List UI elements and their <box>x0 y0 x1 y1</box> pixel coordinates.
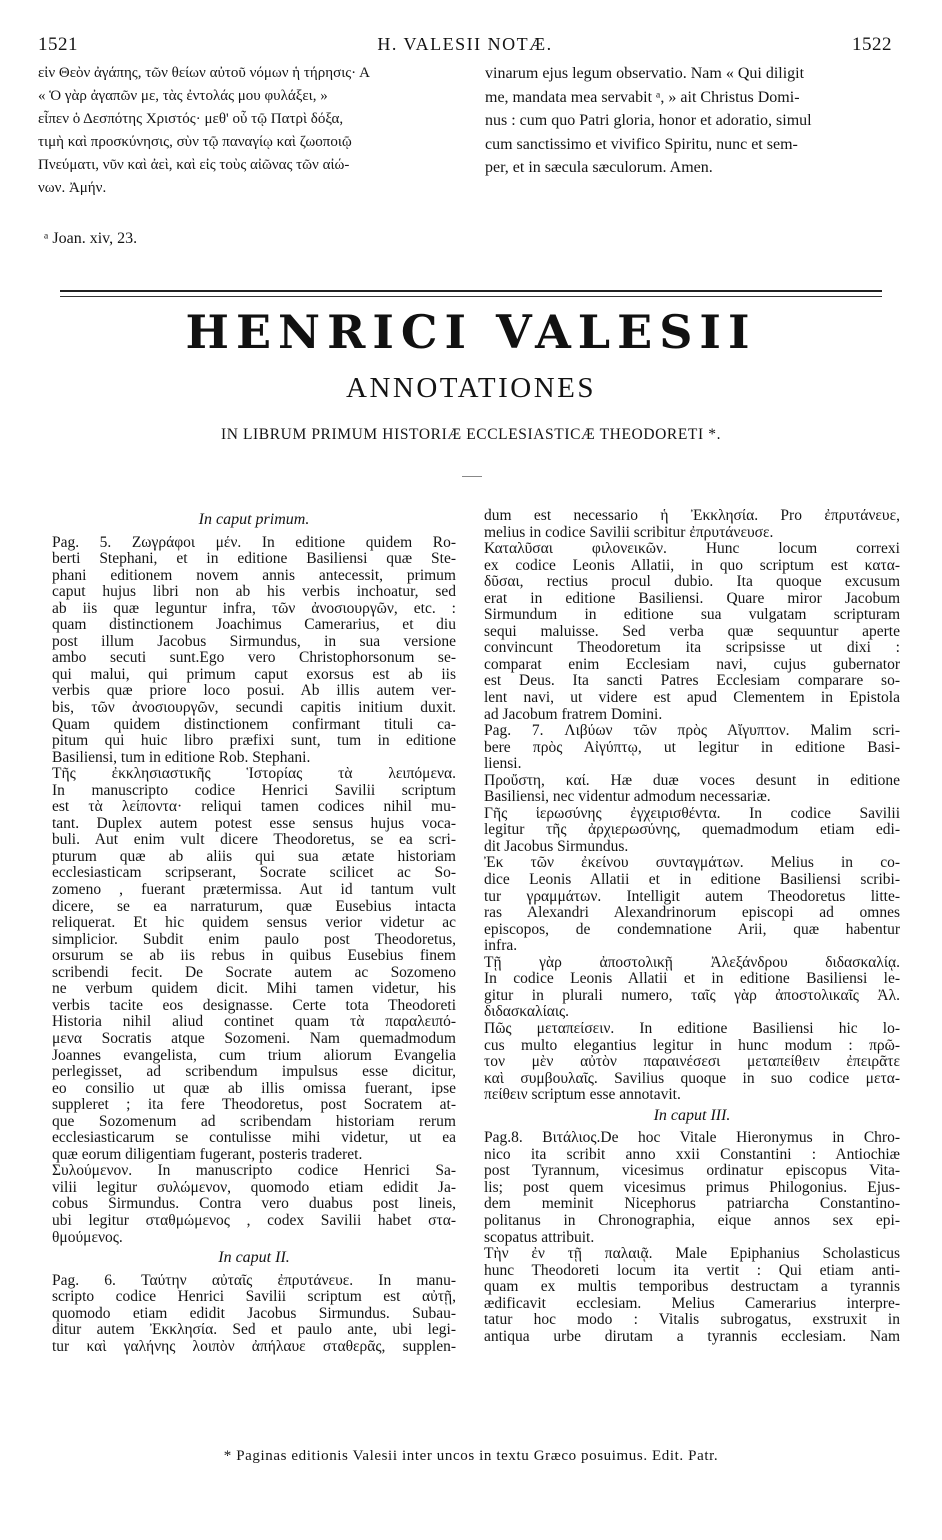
text-line: orsurum se ab iis rebus in quibus Eusebius finem <box>52 948 456 965</box>
text-line: convincunt Theodoretum ita scripsisse ut dixi : <box>484 640 900 657</box>
text-line: scribendi fecit. De Socrate autem ac Sozomeno <box>52 964 456 981</box>
text-line: Pag. 6. Ταύτην αὐταῖς ἐπρυτάνευε. In manu- <box>52 1272 456 1289</box>
text-line: comparat enim Ecclesiam navi, cujus gubernator <box>484 656 900 673</box>
text-line: Γῆς ἱερωσύνης ἐγχειρισθέντα. In codice Savilii <box>484 805 900 822</box>
editorial-footnote: * Paginas editionis Valesii inter uncos in textu Græco posuimus. Edit. Patr. <box>223 1448 719 1464</box>
text-line: quam ex multis temporibus destructam a tyrannis <box>484 1279 900 1296</box>
text-line: dit Jacobus Sirmundus. <box>484 838 629 855</box>
text-line: θμούμενος. <box>52 1229 123 1246</box>
right-column <box>484 508 900 1345</box>
text-line: tant. Duplex autem potest esse sensus hujus voca- <box>52 815 456 832</box>
main-title: HENRICI VALESII <box>185 305 757 359</box>
text-line: quam distinctionem Joachimus Camerarius, et diu <box>52 617 456 634</box>
greek-line: Πνεύματι, νῦν καὶ ἀεὶ, καὶ εἰς τοὺς αἰῶνας τῶν αἰώ- <box>38 157 350 173</box>
greek-text-column <box>38 62 463 222</box>
text-line: Προὔστη, καί. Hæ duæ voces desunt in editione <box>484 772 900 789</box>
text-line: dem meminit Nicephorus patriarcha Constantino- <box>484 1196 900 1213</box>
text-line: qui malui, qui primum caput exorsus est ab iis <box>52 666 456 683</box>
text-line: ne verbum quidem dicit. Mihi tamen videtur, his <box>52 981 456 998</box>
greek-line: νων. Ἀμήν. <box>38 180 107 196</box>
ornament-dash <box>462 476 482 477</box>
text-line: ab iis quæ leguntur infra, τῶν ἀνοσιουργῶν, etc. : <box>52 600 456 617</box>
text-line: est Deus. Ita sancti Patres Ecclesiam comparare so- <box>484 673 900 690</box>
sub-subtitle: IN LIBRUM PRIMUM HISTORIÆ ECCLESIASTICÆ THEODORETI *. <box>220 426 722 443</box>
text-line: Συλούμενον. In manuscripto codice Henrici Sa- <box>52 1163 456 1180</box>
running-title: H. VALESII NOTÆ. <box>377 34 553 54</box>
page-number-right: 1522 <box>852 34 892 55</box>
text-line: Ἐκ τῶν ἐκείνου συνταγμάτων. Melius in co- <box>484 855 900 872</box>
text-line: Καταλῦσαι φιλονεικῶν. Hunc locum correxi <box>484 541 900 558</box>
section-rule-thin <box>60 296 882 297</box>
text-line: bere πρὸς Αἰγύπτῳ, ut legitur in editione Basi- <box>484 739 900 756</box>
text-line: Τῆς ἐκκλησιαστικῆς Ἱστορίας τὰ λειπόμενα. <box>52 766 456 783</box>
text-line: Basiliensi, nec videntur admodum necessariæ. <box>484 789 771 806</box>
text-line: ad Jacobum fratrem Domini. <box>484 706 663 723</box>
text-line: erat in editione Basiliensi. Quare miror Jacobum <box>484 590 900 607</box>
text-line: Τῇ γὰρ ἀποστολικῇ Ἀλεξάνδρου διδασκαλίᾳ. <box>484 954 900 971</box>
text-line: caput hujus libri non ab his verbis inchoatur, sed <box>52 584 456 601</box>
text-line: μενα Socratis atque Sozomeni. Nam quemadmodum <box>52 1030 456 1047</box>
text-line: ex codice Leonis Allatii, in quo scriptum est κατα- <box>484 557 900 574</box>
text-line: lis; post quem vicesimus primus Philogonius. Ejus- <box>484 1179 900 1196</box>
text-line: politanus in Chronographia, eique annos sex epi- <box>484 1212 900 1229</box>
text-line: In codice Leonis Allatii et in editione Basiliensi le- <box>484 971 900 988</box>
page-number-left: 1521 <box>38 34 78 55</box>
text-line: Quam quidem distinctionem confirmant tituli ca- <box>52 716 456 733</box>
text-line: Historia nihil aliud continet quam τὰ παραλειπό- <box>52 1014 456 1031</box>
text-line: quomodo etiam edidit Jacobus Sirmundus. Subau- <box>52 1305 456 1322</box>
continued-text-block <box>38 62 892 222</box>
latin-text-column <box>485 62 892 222</box>
text-line: berti Stephani, et in editione Basiliensi quæ Ste- <box>52 551 456 568</box>
chapter-heading: In caput III. <box>653 1106 731 1124</box>
text-line: est τὰ λείποντα· reliqui tamen codices nihil mu- <box>52 799 456 816</box>
text-line: tatur hoc modo : Vitalis subrogatus, exstruxit in <box>484 1312 900 1329</box>
text-line: tur καὶ γαλήνης λοιπὸν ἀπήλαυε σταθερᾶς, supplen- <box>52 1338 456 1355</box>
text-line: πείθειν scriptum esse annotavit. <box>484 1087 681 1104</box>
text-line: hunc Theodoreti locum ita vertit : Qui etiam anti- <box>484 1262 900 1279</box>
greek-line: τιμὴ καὶ προσκύνησις, σὺν τῷ παναγίῳ καὶ ζωοποιῷ <box>38 134 352 150</box>
text-line: τον μὲν αὐτὸν παραινέσεσι μεταπείθειν ἐπειρᾶτε <box>484 1054 900 1071</box>
text-line: Pag. 7. Λιβύων τῶν πρὸς Αἴγυπτον. Malim scri- <box>484 723 900 740</box>
latin-line: me, mandata mea servabit ᵃ, » ait Christus Domi- <box>485 88 800 106</box>
text-line: δῦσαι, rectius procul dubio. Ita quoque excusum <box>484 574 900 591</box>
text-line: Basiliensi, tum in editione Rob. Stephani. <box>52 749 311 766</box>
text-line: verbis tacite eos designasse. Certe tota Theodoreti <box>52 997 456 1014</box>
text-line: bis, τῶν ἀνοσιουργῶν, secundi capitis initium duxit. <box>52 700 456 717</box>
greek-line: εἶπεν ὁ Δεσπότης Χριστός· μεθ' οὗ τῷ Πατρὶ δόξα, <box>38 111 344 127</box>
text-line: suppleret ; ita fere Theodoretus, post Socratem at- <box>52 1097 456 1114</box>
text-line: perlegisset, ad scribendum impulsus esse dicitur, <box>52 1064 456 1081</box>
text-line: In manuscripto codice Henrici Savilii scriptum <box>52 782 456 799</box>
greek-line: εἰν Θεὸν ἀγάπης, τῶν θείων αὐτοῦ νόμων ἡ τήρησις· Α <box>38 65 370 81</box>
latin-line: vinarum ejus legum observatio. Nam « Qui diligit <box>485 65 805 82</box>
text-line: zomeno , fuerant prætermissa. Aut id tantum vult <box>52 882 456 899</box>
text-line: ditur autem Ἐκκλησία. Sed et paulo ante, ubi legi- <box>52 1322 456 1339</box>
text-line: ambo secuti sunt.Ego vero Christophorsonum se- <box>52 650 456 667</box>
latin-line: nus : cum quo Patri gloria, honor et adoratio, simul <box>485 112 812 129</box>
text-line: buli. Aut enim vult dicere Theodoretus, se ea scri- <box>52 832 456 849</box>
text-line: phani editionem novem annis antecessit, primum <box>52 567 456 584</box>
text-line: Sirmundum in editione sua vulgatam scripturam <box>484 607 900 624</box>
section-rule-thick <box>60 290 882 292</box>
text-line: infra. <box>484 938 518 955</box>
text-line: dicere, se ea narraturum, quæ Eusebius intacta <box>52 898 456 915</box>
text-line: Πῶς μεταπείσειν. In editione Basiliensi hic lo- <box>484 1020 900 1037</box>
text-line: gitur in plurali numero, ταῖς γὰρ ἀποστολικαῖς Ἀλ. <box>484 987 900 1004</box>
text-line: ecclesiasticam scripserant, Socrate scilicet ac So- <box>52 865 456 882</box>
text-line: ras Alexandri Alexandrinorum episcopi ad omnes <box>484 905 900 922</box>
text-line: reliquerat. Et hic quidem sensus verior videtur ac <box>52 915 456 932</box>
text-line: διδασκαλίαις. <box>484 1004 570 1021</box>
text-line: vilii legitur συλώμενον, quomodo etiam edidit Ja- <box>52 1179 456 1196</box>
text-line: nico ita scribit anno xxii Constantini : Antiochiæ <box>484 1146 900 1163</box>
text-line: tur γραμμάτων. Intelligit autem Theodoretus litte- <box>484 888 900 905</box>
text-line: pturum quæ ab aliis qui sua ætate historiam <box>52 848 456 865</box>
text-line: dum est necessario ἡ Ἐκκλησία. Pro ἐπρυτάνευε, <box>484 508 900 524</box>
chapter-heading: In caput II. <box>218 1249 290 1267</box>
subtitle: ANNOTATIONES <box>346 372 596 404</box>
text-line: post illum Jacobus Sirmundus, in sua versione <box>52 633 456 650</box>
greek-line: « Ὁ γὰρ ἀγαπῶν με, τὰς ἐντολάς μου φυλάξει, » <box>38 88 328 104</box>
text-line: simplicior. Subdit enim paulo post Theodoretus, <box>52 931 456 948</box>
text-line: episcopos, de condemnatione Arii, quæ habentur <box>484 921 900 938</box>
text-line: liensi. <box>484 756 522 773</box>
text-line: Pag.8. Βιτάλιος.De hoc Vitale Hieronymus in Chro- <box>484 1130 900 1147</box>
text-line: ecclesiasticarum se contulisse mihi videtur, ut ea <box>52 1130 456 1147</box>
text-line: post Tyrannum, vicesimus ordinatur episcopus Vita- <box>484 1163 900 1180</box>
text-line: melius in codice Savilii scribitur ἐπρυτάνευσε. <box>484 524 774 541</box>
text-line: que Sozomenum ad scribendam historiam rerum <box>52 1113 456 1130</box>
text-line: eo consilio ut quæ ab illis omissa fuerant, ipse <box>52 1080 456 1097</box>
text-line: Τὴν ἐν τῇ παλαιᾷ. Male Epiphanius Scholasticus <box>484 1246 900 1263</box>
text-line: legitur τῆς ἀρχιερωσύνης, quemadmodum etiam edi- <box>484 822 900 839</box>
running-head <box>38 34 892 60</box>
text-line: ubi legitur σταθμώμενος , codex Savilii habet στα- <box>52 1212 456 1229</box>
latin-line: per, et in sæcula sæculorum. Amen. <box>485 159 713 176</box>
text-line: quæ eorum diligentiam fugerant, posteris traderet. <box>52 1146 363 1163</box>
text-line: antiqua urbe dirutam a tyrannis ecclesiam. Nam <box>484 1328 900 1345</box>
left-column <box>52 508 456 1355</box>
text-line: ædificavit ecclesiam. Melius Camerarius interpre- <box>484 1295 900 1312</box>
chapter-heading: In caput primum. <box>198 511 310 528</box>
text-line: scripto codice Henrici Savilii scriptum est αὐτῇ, <box>52 1289 456 1306</box>
text-line: cus multo elegantius legitur in hunc modum : πρῶ- <box>484 1037 900 1054</box>
text-line: scopatus attribuit. <box>484 1229 595 1246</box>
text-line: καὶ συμβουλαῖς. Savilius quoque in suo codice μετα- <box>484 1070 900 1087</box>
text-line: Pag. 5. Ζωγράφοι μέν. In editione quidem Ro- <box>52 534 456 551</box>
text-line: verbis quæ priore loco posui. Ab illis autem ver- <box>52 683 456 700</box>
text-line: lent navi, ut videre est apud Clementem in Epistola <box>484 690 900 707</box>
text-line: Joannes evangelista, cum trium aliorum Evangelia <box>52 1047 456 1064</box>
scripture-footnote: ᵃ Joan. xiv, 23. <box>44 230 138 247</box>
text-line: pitum qui huic libro præfixi sunt, tum in editione <box>52 733 456 750</box>
text-line: cobus Sirmundus. Contra vero duabus post lineis, <box>52 1196 456 1213</box>
text-line: sequi maluisse. Sed verba quæ sequuntur aperte <box>484 623 900 640</box>
text-line: dice Leonis Allatii et in editione Basiliensi scribi- <box>484 872 900 889</box>
latin-line: cum sanctissimo et vivifico Spiritu, nunc et sem- <box>485 135 798 153</box>
